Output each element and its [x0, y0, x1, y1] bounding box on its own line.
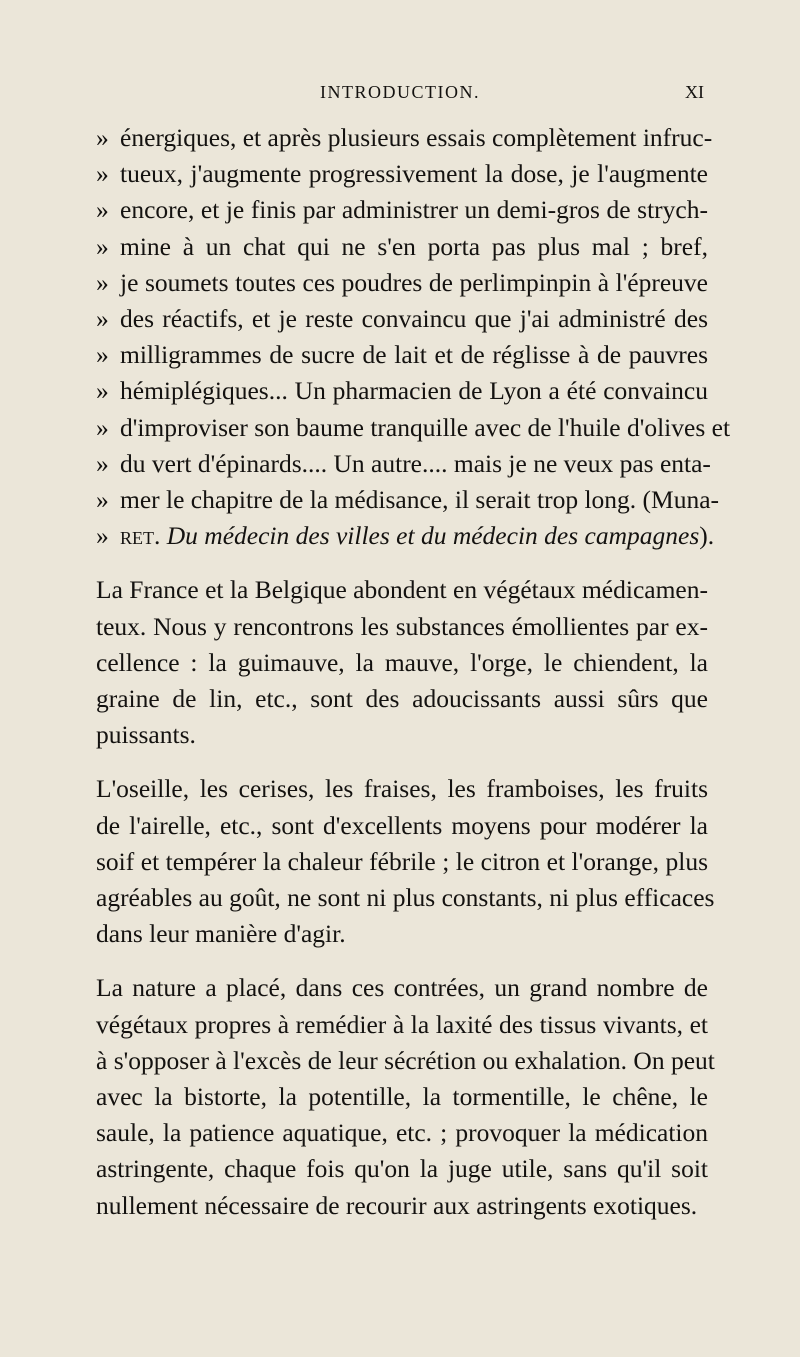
guillemet-mark: »	[96, 195, 109, 225]
quote-line-text: hémiplégiques... Un pharmacien de Lyon a été convaincu	[120, 376, 708, 406]
closing-paren: ).	[699, 521, 715, 551]
paragraph-line: végétaux propres à remédier à la laxité des tissus vivants, et	[96, 1009, 708, 1039]
guillemet-mark: »	[96, 304, 109, 334]
guillemet-mark: »	[96, 267, 109, 297]
paragraph-line: de l'airelle, etc., sont d'excellents moyens pour modérer la	[96, 810, 708, 840]
paragraph-line: saule, la patience aquatique, etc. ; provoquer la médication	[96, 1118, 708, 1148]
quote-line	[96, 192, 708, 228]
paragraph	[96, 572, 708, 753]
paragraph-line: à s'opposer à l'excès de leur sécrétion ou exhalation. On peut	[96, 1045, 715, 1075]
quote-line	[96, 265, 708, 301]
quote-line	[96, 337, 708, 373]
paragraph-line: graine de lin, etc., sont des adoucissants aussi sûrs que	[96, 684, 708, 714]
quote-line	[96, 446, 711, 482]
paragraph-line: avec la bistorte, la potentille, la tormentille, le chêne, le	[96, 1082, 708, 1112]
paragraph-line: L'oseille, les cerises, les fraises, les framboises, les fruits	[96, 774, 708, 804]
guillemet-mark: »	[96, 521, 109, 551]
quotation-block	[96, 120, 731, 554]
paragraph-line: La France et la Belgique abondent en végétaux médicamen-	[96, 575, 708, 605]
page-header	[0, 82, 800, 112]
quote-line	[96, 120, 713, 156]
guillemet-mark: »	[96, 485, 109, 515]
quote-line-text: je soumets toutes ces poudres de perlimpinpin à l'épreuve	[120, 267, 708, 297]
guillemet-mark: »	[96, 376, 109, 406]
quote-line	[96, 410, 731, 446]
quote-line-text: du vert d'épinards.... Un autre.... mais je ne veux pas enta-	[120, 448, 711, 478]
quote-line-text: mine à un chat qui ne s'en porta pas plus mal ; bref,	[120, 231, 708, 261]
book-title: Du médecin des villes et du médecin des campagnes	[166, 521, 700, 551]
guillemet-mark: »	[96, 340, 109, 370]
guillemet-mark: »	[96, 448, 109, 478]
quote-line	[96, 156, 708, 192]
guillemet-mark: »	[96, 412, 109, 442]
paragraph-line: puissants.	[96, 720, 196, 750]
paragraph-line: dans leur manière d'agir.	[96, 919, 346, 949]
quote-line-text: d'improviser son baume tranquille avec de l'huile d'olives et	[120, 412, 731, 442]
quote-line-text: mer le chapitre de la médisance, il serait trop long. (Muna-	[120, 485, 720, 515]
paragraph	[96, 970, 715, 1223]
paragraph-line: La nature a placé, dans ces contrées, un grand nombre de	[96, 973, 708, 1003]
running-head: INTRODUCTION.	[320, 82, 480, 102]
quote-line	[96, 482, 720, 518]
paragraphs	[96, 572, 715, 1223]
quote-line-text: des réactifs, et je reste convaincu que j'ai administré des	[120, 304, 708, 334]
quote-line	[96, 301, 708, 337]
quote-line	[96, 229, 708, 265]
paragraph-line: teux. Nous y rencontrons les substances émollientes par ex-	[96, 611, 708, 641]
guillemet-mark: »	[96, 159, 109, 189]
quote-line-text: tueux, j'augmente progressivement la dose, je l'augmente	[120, 159, 708, 189]
paragraph-line: cellence : la guimauve, la mauve, l'orge, le chiendent, la	[96, 647, 708, 677]
quote-line-text	[120, 518, 714, 554]
guillemet-mark: »	[96, 231, 109, 261]
quote-line	[96, 373, 708, 409]
paragraph	[96, 771, 715, 952]
paragraph-line: nullement nécessaire de recourir aux astringents exotiques.	[96, 1190, 698, 1220]
quote-line	[96, 518, 715, 554]
author-name: ret.	[120, 521, 161, 551]
quote-line-text: énergiques, et après plusieurs essais complètement infruc-	[120, 123, 713, 152]
paragraph-line: soif et tempérer la chaleur fébrile ; le citron et l'orange, plus	[96, 846, 708, 876]
guillemet-mark: »	[96, 123, 109, 152]
page-body	[96, 120, 731, 1224]
quote-line-text: encore, et je finis par administrer un demi-gros de strych-	[120, 195, 708, 225]
quote-line-text: milligrammes de sucre de lait et de réglisse à de pauvres	[120, 340, 708, 370]
paragraph-line: agréables au goût, ne sont ni plus constants, ni plus efficaces	[96, 883, 715, 913]
page-number: XI	[685, 82, 704, 102]
paragraph-line: astringente, chaque fois qu'on la juge utile, sans qu'il soit	[96, 1154, 708, 1184]
